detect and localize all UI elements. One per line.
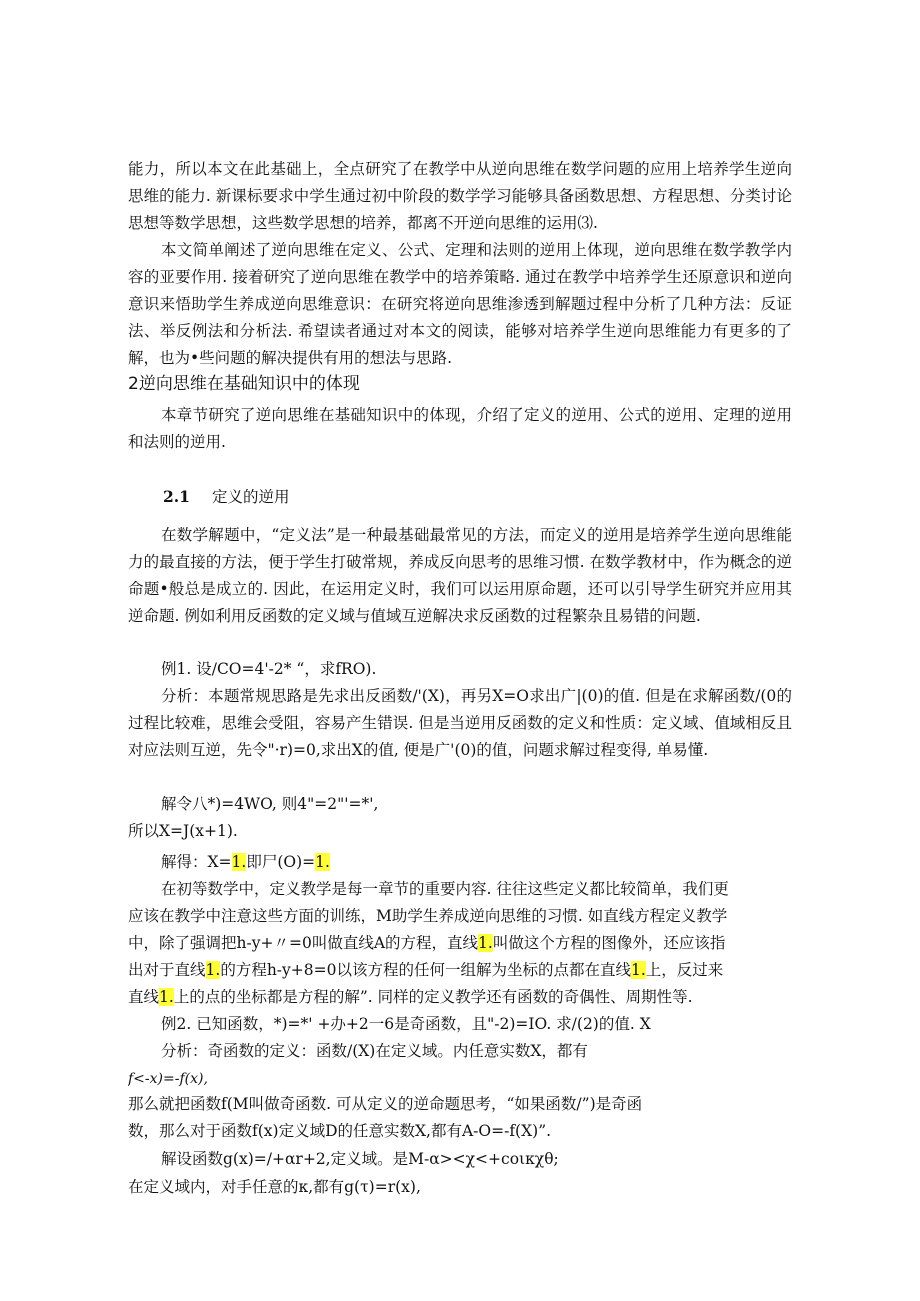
section-title: 定义的逆用: [211, 488, 290, 506]
example-2: 例2. 已知函数，*)=*' +办+2一6是奇函数，且"-2)=IO. 求/(2)的值. X: [161, 1015, 651, 1033]
example-1-so: 所以X=J(x+1).: [128, 822, 238, 840]
intro-paragraph-1: 能力，所以本文在此基础上，全点研究了在教学中从逆向思维在数学问题的应用上培养学生逆向思维的能力. 新课标要求中学生通过初中阶段的数学学习能够具备函数思想、方程思想、分类讨论思想等数学思想，这些数学思想的培养，都离不开逆向思维的运用⑶.: [128, 160, 792, 232]
odd-function-formula: f<-x)=-f(x),: [128, 1071, 208, 1087]
definition-teaching-line-5: 直线1.上的点的坐标都是方程的解”. 同样的定义教学还有函数的奇偶性、周期性等.: [128, 988, 693, 1006]
highlight-mark: 1.: [315, 853, 330, 871]
example-1-solve: 解令八*)=4WO, 则4"=2"'=*',: [161, 795, 379, 813]
highlight-mark: 1.: [478, 934, 493, 952]
example-2-analysis: 分析：奇函数的定义：函数/(X)在定义域。内任意实数X，都有: [161, 1042, 588, 1060]
example-2-last: 在定义域内，对手任意的κ,都有g(τ)=r(x),: [128, 1178, 421, 1196]
example-2-line-3: 数，那么对于函数f(x)定义域D的任意实数X,都有A-O=-f(X)”.: [128, 1122, 552, 1140]
example-2-solve: 解设函数g(x)=/+αr+2,定义域。是M-α><χ<+coικχθ;: [161, 1150, 559, 1168]
section-2-heading: 2逆向思维在基础知识中的体现: [128, 374, 360, 394]
section-2-intro: 本章节研究了逆向思维在基础知识中的体现，介绍了定义的逆用、公式的逆用、定理的逆用和法则的逆用.: [128, 406, 792, 451]
example-1-result: 解得：X=1.即尸(O)=1.: [161, 853, 330, 871]
definition-paragraph: 在数学解题中，“定义法”是一种最基础最常见的方法，而定义的逆用是培养学生逆向思维能力的最直接的方法，便于学生打破常规，养成反向思考的思维习惯. 在数学教材中，作为概念的逆命题•般总是成立的. 因此，在运用定义时，我们可以运用原命题，还可以引导学生研究并应用其逆命题. 例如利用反函数的定义域与值域互逆解决求反函数的过程繁杂且易错的问题.: [128, 526, 792, 625]
highlight-mark: 1.: [231, 853, 247, 871]
definition-teaching-line-3: 中，除了强调把h-y+〃=0叫做直线A的方程，直线1.叫做这个方程的图像外，还应该指: [128, 934, 726, 952]
highlight-mark: 1.: [159, 988, 174, 1006]
example-1: 例1. 设/CO=4'-2* “，求fRO).: [161, 660, 377, 678]
section-number: 2.1: [163, 487, 190, 506]
section-2-1-heading: [163, 485, 289, 509]
definition-teaching-line-4: 出对于直线1.的方程h-y+8=0以该方程的任何一组解为坐标的点都在直线1.上，反过来: [128, 961, 724, 979]
definition-teaching-line-1: 在初等数学中，定义教学是每一章节的重要内容. 往往这些定义都比较简单，我们更: [161, 880, 729, 898]
definition-teaching-line-2: 应该在教学中注意这些方面的训练，M助学生养成逆向思维的习惯. 如直线方程定义教学: [128, 907, 728, 925]
intro-paragraph-2: 本文简单阐述了逆向思维在定义、公式、定理和法则的逆用上体现，逆向思维在数学教学内容的亚要作用. 接着研究了逆向思维在教学中的培养策略. 通过在教学中培养学生还原意识和逆向意识来悟助学生养成逆向思维意识：在研究将逆向思维渗透到解题过程中分析了几种方法：反证法、举反例法和分析法. 希望读者通过对本文的阅读，能够对培养学生逆向思维能力有更多的了解，也为•些问题的解决提供有用的想法与思路.: [128, 241, 792, 367]
example-1-analysis: 分析：本题常规思路是先求出反函数/'(X)，再另X=O求出广|(0)的值. 但是在求解函数/(0的过程比较难，思维会受阻，容易产生错误. 但是当逆用反函数的定义和性质：定义域、值域相反且对应法则互逆，先令"·r)=0,求出X的值, 便是广'(0)的值，问题求解过程变得, 单易懂.: [128, 687, 792, 759]
example-2-line-2: 那么就把函数f(M叫做奇函数. 可从定义的逆命题思考，“如果函数/”)是奇函: [128, 1095, 643, 1113]
highlight-mark: 1.: [205, 961, 221, 979]
highlight-mark: 1.: [631, 961, 646, 979]
